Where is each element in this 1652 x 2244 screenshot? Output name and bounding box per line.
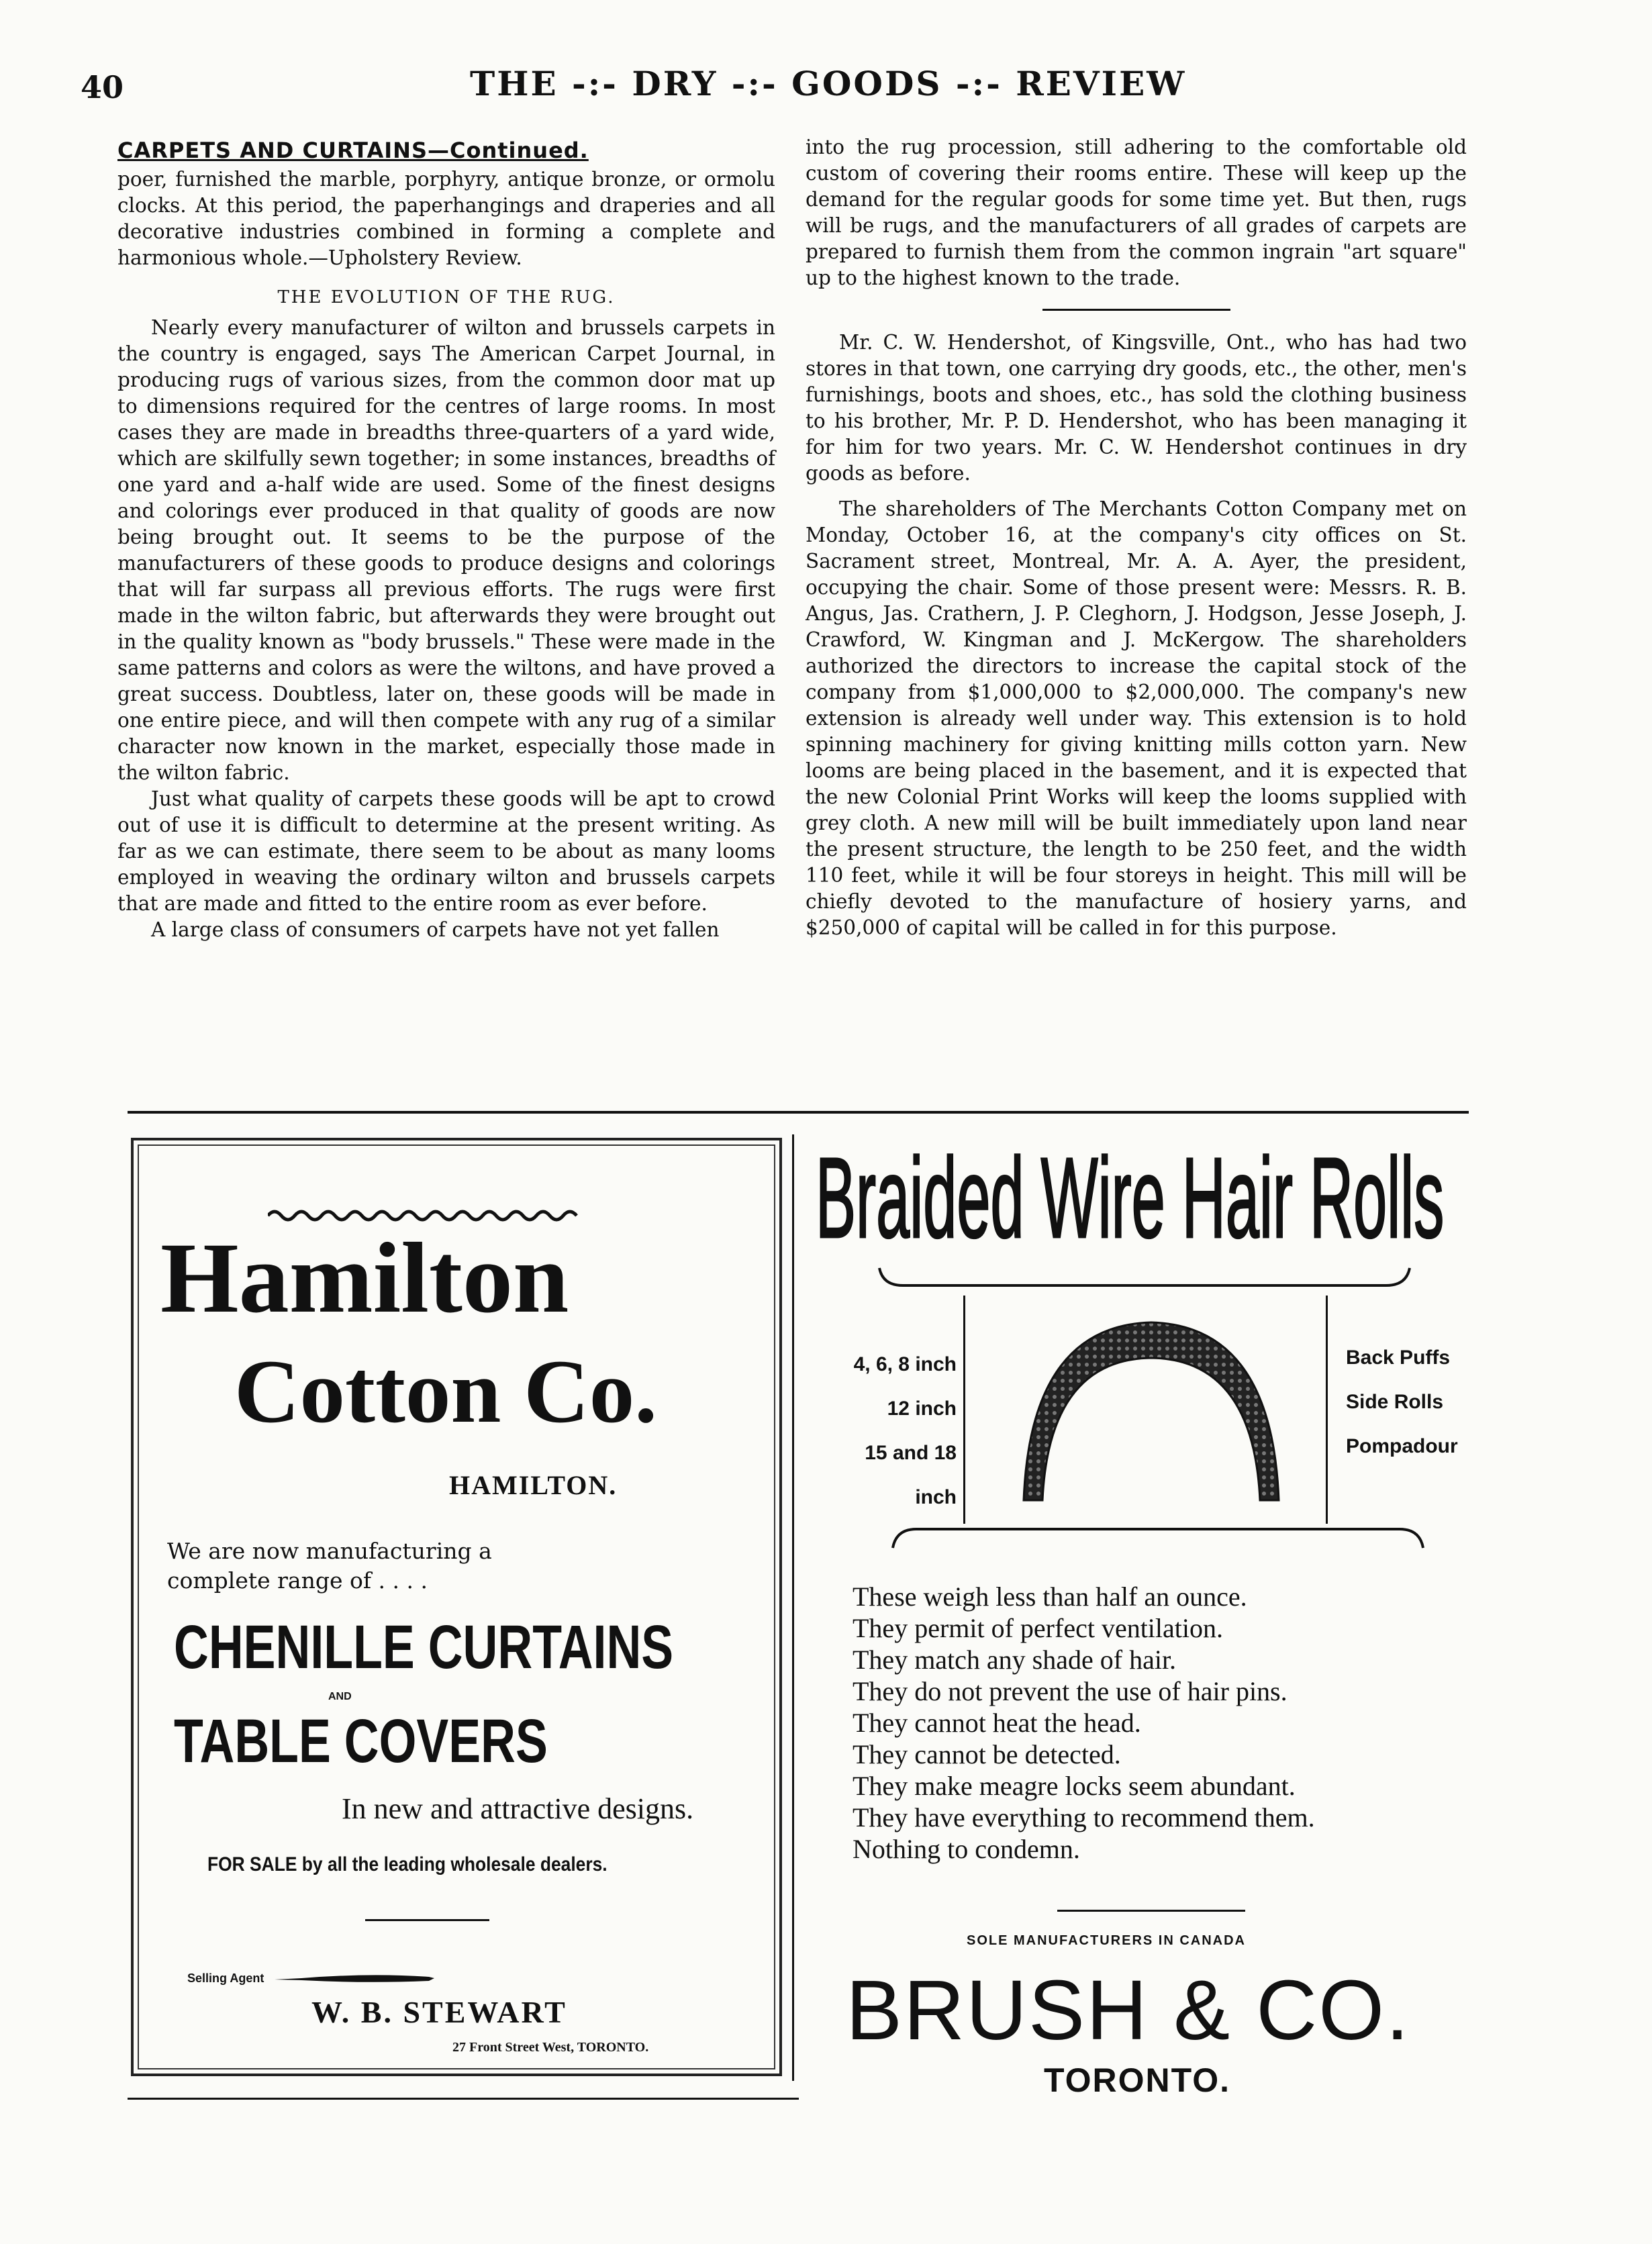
product-frame-left-line bbox=[963, 1296, 965, 1524]
agent-name: W. B. STEWART bbox=[311, 1995, 567, 2029]
article-paragraph: into the rug procession, still adhering to the comfortable old custom of covering their rooms entire. These will keep up the demand for the regular goods for some time yet. But then, rugs will be rugs, and the manufacturers of all grades of carpets are prepared to furnish them from the common ingrain "art square" up to the highest known to the trade. bbox=[806, 136, 1467, 289]
horizontal-rule bbox=[128, 1111, 1469, 1114]
size-item: 15 and 18 inch bbox=[865, 1442, 957, 1508]
style-item: Pompadour bbox=[1346, 1435, 1458, 1457]
company-name-line2: Cotton Co. bbox=[234, 1342, 657, 1442]
claim-line: They make meagre locks seem abundant. bbox=[853, 1771, 1296, 1801]
agent-address: 27 Front Street West, TORONTO. bbox=[452, 2040, 649, 2055]
article-paragraph: A large class of consumers of carpets have not yet fallen bbox=[151, 918, 720, 941]
bottom-rule bbox=[128, 2098, 799, 2100]
company-name: BRUSH & CO. bbox=[846, 1963, 1411, 2057]
hamilton-cotton-ad bbox=[131, 1138, 782, 2076]
product-chenille-curtains: CHENILLE CURTAINS bbox=[174, 1613, 674, 1681]
company-city: TORONTO. bbox=[1044, 2061, 1231, 2099]
page-number: 40 bbox=[81, 69, 124, 105]
claim-line: They cannot be detected. bbox=[853, 1739, 1121, 1769]
agent-label: Selling Agent bbox=[187, 1971, 264, 1985]
style-item: Side Rolls bbox=[1346, 1391, 1444, 1413]
news-item-merchants-cotton: The shareholders of The Merchants Cotton Company met on Monday, October 16, at the company's city offices on St. Sacrament street, Montreal, Mr. A. A. Ayer, the president, occupying the chair. Some of those present were: Messrs. R. B. Angus, Jas. Crathern, J. P. Cleghorn, J. Hodgson, Jesse Joseph, J. Crawford, W. Kingman and J. McKergow. The shareholders authorized the directors to increase the capital stock of the company from $1,000,000 to $2,000,000. The company's new extension is already well under way. This extension is to hold spinning machinery for giving knitting mills cotton yarn. New looms are being placed in the basement, and it is expected that the new Colonial Print Works will keep the looms supplied with grey cloth. A new mill will be built immediately upon land near the present structure, the length to be 250 feet, and the width 110 feet, while it will be four storeys in height. This mill will be chiefly devoted to the manufacture of hosiery yarns, and $250,000 of capital will be called in for this purpose. bbox=[806, 497, 1467, 939]
product-table-covers: TABLE COVERS bbox=[174, 1707, 548, 1775]
claim-line: They do not prevent the use of hair pins. bbox=[853, 1676, 1287, 1706]
product-frame-right-line bbox=[1326, 1296, 1328, 1524]
claims-list bbox=[853, 1581, 1315, 1865]
claim-line: They match any shade of hair. bbox=[853, 1645, 1177, 1675]
left-column bbox=[117, 138, 775, 943]
claim-line: Nothing to condemn. bbox=[853, 1834, 1080, 1864]
section-title: CARPETS AND CURTAINS—Continued. bbox=[117, 138, 589, 163]
pointing-line bbox=[275, 1970, 436, 1986]
article-paragraph: Just what quality of carpets these goods will be apt to crowd out of use it is difficult to determine at the present writing. As far as we can estimate, there seem to be about as many looms employed in weaving the ordinary wilton and brussels carpets that are made and fitted to the entire room as ever before. bbox=[117, 787, 775, 915]
ad-headline: Braided Wire Hair Rolls bbox=[816, 1134, 1445, 1262]
ad-designs: In new and attractive designs. bbox=[342, 1792, 694, 1825]
brush-co-ad bbox=[802, 1131, 1477, 2111]
right-column bbox=[806, 134, 1467, 941]
conjunction-and: AND bbox=[328, 1691, 352, 1702]
article-subheading: THE EVOLUTION OF THE RUG. bbox=[277, 287, 616, 307]
sole-manufacturers-label: SOLE MANUFACTURERS IN CANADA bbox=[967, 1933, 1246, 1948]
size-list bbox=[822, 1343, 957, 1520]
page-header bbox=[81, 64, 1410, 111]
ad-intro: We are now manufacturing a complete range of . . . . bbox=[167, 1538, 492, 1594]
claim-line: They permit of perfect ventilation. bbox=[853, 1613, 1224, 1643]
size-item: 12 inch bbox=[887, 1398, 957, 1420]
claim-line: They cannot heat the head. bbox=[853, 1708, 1141, 1738]
bracket-bottom bbox=[889, 1524, 1426, 1551]
divider bbox=[365, 1919, 489, 1921]
publication-title: THE -:- DRY -:- GOODS -:- REVIEW bbox=[470, 64, 1187, 103]
ad-column-divider bbox=[792, 1134, 794, 2081]
style-list bbox=[1346, 1336, 1458, 1469]
company-name-line1: Hamilton bbox=[160, 1222, 569, 1334]
article-paragraph: Nearly every manufacturer of wilton and brussels carpets in the country is engaged, says The American Carpet Journal, in producing rugs of various sizes, from the common door mat up to dimensions required for the centres of large rooms. In most cases they are made in breadths three-quarters of a yard wide, which are skilfully sewn together; in some instances, breadths of one yard and a-half wide are used. Some of the finest designs and colorings ever produced in that quality of goods are now being brought out. It seems to be the purpose of the manufacturers of these goods to produce designs and colorings that will far surpass all previous efforts. The rugs were first made in the wilton fabric, but afterwards they were brought out in the quality known as "body brussels." These were made in the same patterns and colors as were the wiltons, and have proved a great success. Doubtless, later on, these goods will be made in one entire piece, and will then compete with any rug of a similar character now known in the market, especially those made in the wilton fabric. bbox=[117, 316, 775, 784]
divider bbox=[1057, 1910, 1245, 1912]
hair-roll-image bbox=[1010, 1312, 1292, 1507]
size-item: 4, 6, 8 inch bbox=[853, 1353, 957, 1375]
ad-sale: FOR SALE by all the leading wholesale dealers. bbox=[207, 1853, 608, 1875]
news-item-hendershot: Mr. C. W. Hendershot, of Kingsville, Ont., who has had two stores in that town, one carrying dry goods, etc., the other, men's furnishings, boots and shoes, etc., has sold the clothing business to his brother, Mr. P. D. Hendershot, who has been managing it for him for two years. Mr. C. W. Hendershot continues in dry goods as before. bbox=[806, 331, 1467, 485]
divider bbox=[1042, 309, 1230, 311]
intro-paragraph: poer, furnished the marble, porphyry, antique bronze, or ormolu clocks. At this period, the paperhangings and draperies and all decorative industries combined in forming a complete and harmonious whole.—Upholstery Review. bbox=[117, 168, 775, 269]
claim-line: These weigh less than half an ounce. bbox=[853, 1581, 1247, 1612]
style-item: Back Puffs bbox=[1346, 1347, 1451, 1369]
company-city: HAMILTON. bbox=[449, 1470, 618, 1500]
claim-line: They have everything to recommend them. bbox=[853, 1802, 1315, 1833]
bracket-top bbox=[876, 1265, 1413, 1292]
